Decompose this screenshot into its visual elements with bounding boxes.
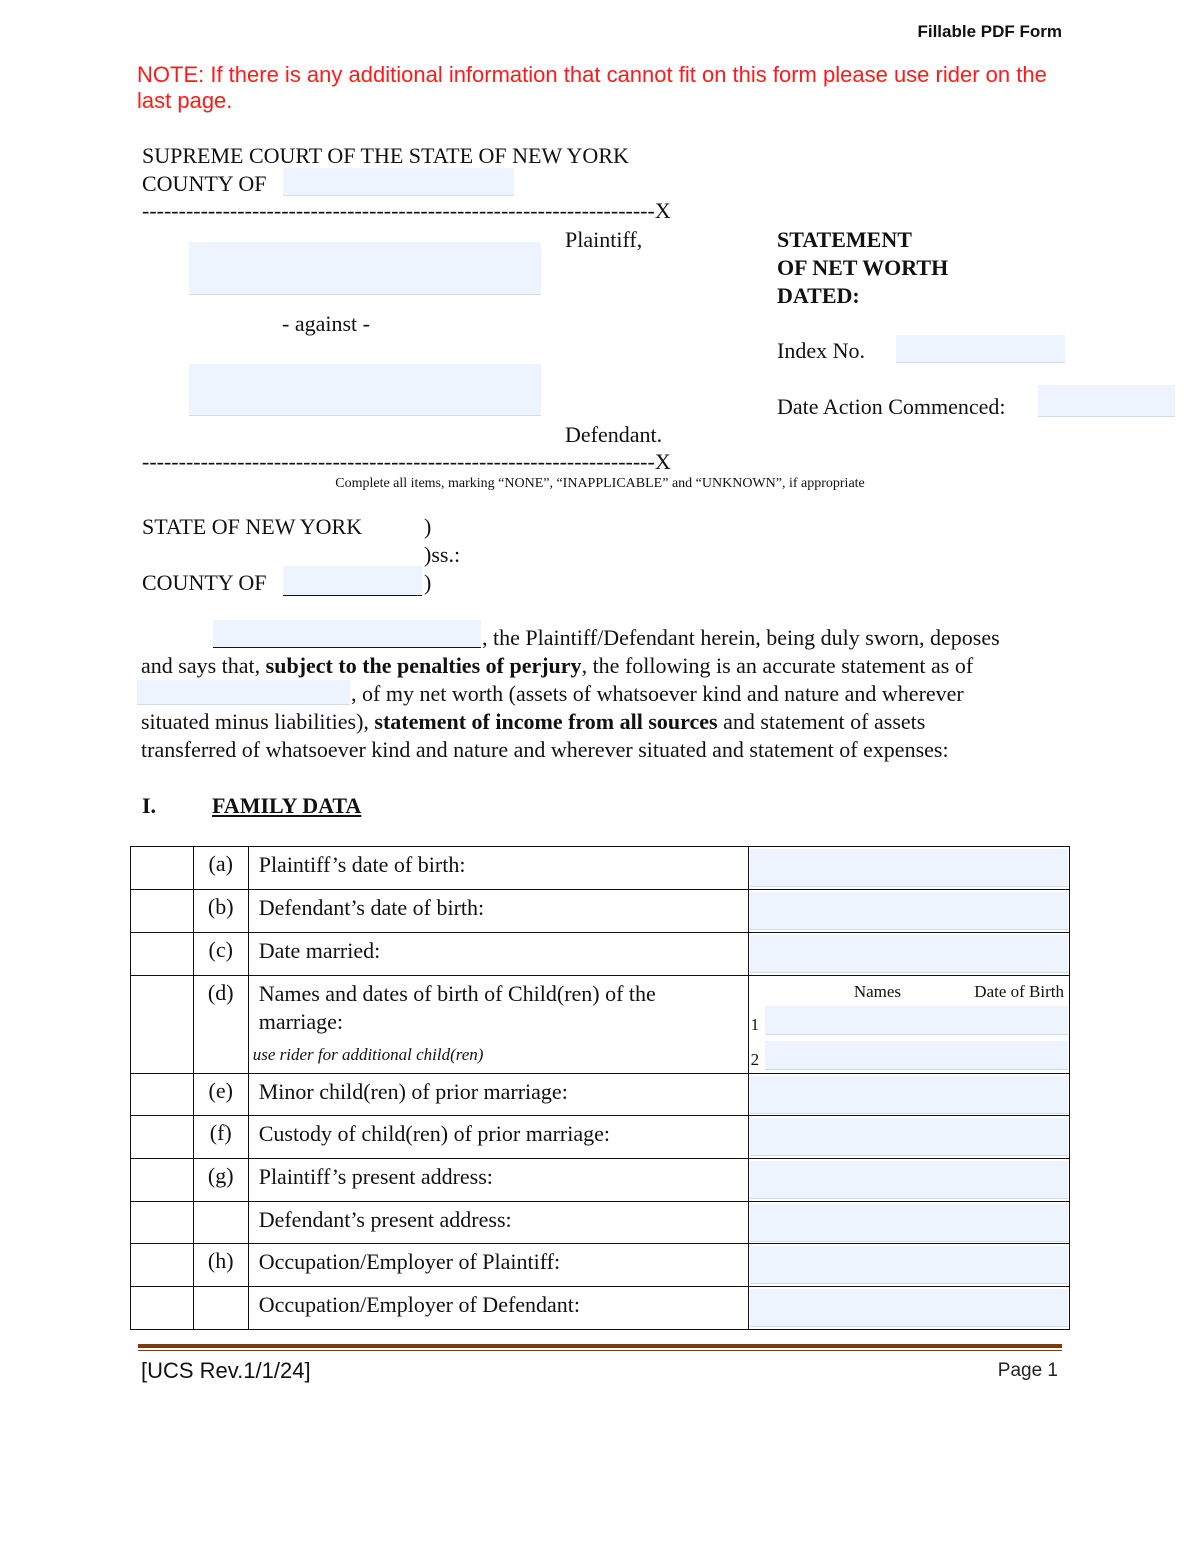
row-label: Defendant’s date of birth: bbox=[248, 890, 748, 933]
index-no-field[interactable] bbox=[896, 335, 1065, 363]
revision-label: [UCS Rev.1/1/24] bbox=[141, 1358, 311, 1383]
child-row-1 bbox=[751, 1004, 1068, 1035]
family-row-a bbox=[131, 847, 1070, 890]
venue-paren2: ) bbox=[424, 570, 432, 595]
title-line1: STATEMENT bbox=[777, 227, 912, 252]
date-action-field[interactable] bbox=[1038, 385, 1175, 417]
family-row-g bbox=[131, 1159, 1070, 1202]
defendant-label: Defendant. bbox=[565, 422, 663, 447]
row-label: Defendant’s present address: bbox=[248, 1202, 748, 1244]
plaintiff-name-field[interactable] bbox=[189, 242, 541, 295]
section-title: FAMILY DATA bbox=[212, 793, 362, 818]
family-row-h bbox=[131, 1244, 1070, 1287]
fillable-label: Fillable PDF Form bbox=[917, 22, 1062, 41]
child-1-field[interactable] bbox=[765, 1006, 1068, 1035]
row-label: Custody of child(ren) of prior marriage: bbox=[248, 1116, 748, 1159]
row-label: Occupation/Employer of Plaintiff: bbox=[248, 1244, 748, 1287]
oath-line4c: and statement of assets bbox=[717, 709, 926, 734]
row-label: Names and dates of birth of Child(ren) of the marriage: bbox=[258, 981, 656, 1034]
court-name: SUPREME COURT OF THE STATE OF NEW YORK bbox=[142, 143, 629, 168]
defendant-name-field[interactable] bbox=[189, 364, 541, 416]
family-row-e bbox=[131, 1074, 1070, 1116]
date-married-field[interactable] bbox=[750, 935, 1068, 973]
footer-rule-thick bbox=[138, 1344, 1062, 1348]
col-names: Names bbox=[853, 982, 902, 1001]
row-label: Date married: bbox=[248, 933, 748, 976]
oath-income: statement of income from all sources bbox=[374, 709, 718, 734]
row-letter: (b) bbox=[193, 890, 248, 933]
row-letter: (g) bbox=[193, 1159, 248, 1202]
row-letter bbox=[193, 1287, 248, 1330]
against-label: - against - bbox=[282, 311, 370, 336]
row-letter: (c) bbox=[193, 933, 248, 976]
oath-line4a: situated minus liabilities), bbox=[141, 709, 375, 734]
row-label: Plaintiff’s date of birth: bbox=[248, 847, 748, 890]
venue-ss: )ss.: bbox=[424, 542, 461, 567]
section-number: I. bbox=[142, 793, 157, 818]
oath-line2c: , the following is an accurate statement as of bbox=[581, 653, 974, 678]
divider-top: ----------------------------------------------------------------------X bbox=[142, 198, 671, 223]
venue-county-field[interactable] bbox=[283, 566, 422, 596]
statement-date-field[interactable] bbox=[137, 680, 350, 705]
oath-line1: , the Plaintiff/Defendant herein, being duly sworn, deposes bbox=[482, 625, 1000, 650]
county-label: COUNTY OF bbox=[142, 171, 267, 196]
defendant-address-field[interactable] bbox=[750, 1204, 1068, 1242]
row-letter: (d) bbox=[193, 976, 248, 1074]
family-row-f bbox=[131, 1116, 1070, 1159]
county-field[interactable] bbox=[283, 168, 514, 196]
defendant-dob-field[interactable] bbox=[750, 892, 1068, 930]
title-line2: OF NET WORTH bbox=[777, 255, 949, 280]
defendant-occupation-field[interactable] bbox=[750, 1289, 1068, 1327]
oath-line4 bbox=[141, 708, 925, 736]
col-dob: Date of Birth bbox=[974, 982, 1064, 1001]
child-2-field[interactable] bbox=[765, 1041, 1068, 1070]
family-data-table bbox=[130, 846, 1070, 1330]
row-label: Plaintiff’s present address: bbox=[248, 1159, 748, 1202]
divider-bottom: ----------------------------------------------------------------------X bbox=[142, 449, 671, 474]
page-number: Page 1 bbox=[997, 1360, 1058, 1381]
family-row-d bbox=[131, 976, 1070, 1074]
child-number: 2 bbox=[750, 1050, 760, 1069]
child-number: 1 bbox=[750, 1015, 760, 1034]
venue-county: COUNTY OF bbox=[142, 570, 267, 595]
index-no-label: Index No. bbox=[777, 338, 865, 363]
row-label: Occupation/Employer of Defendant: bbox=[248, 1287, 748, 1330]
row-letter: (f) bbox=[193, 1116, 248, 1159]
prior-marriage-children-field[interactable] bbox=[750, 1076, 1068, 1114]
family-row-c bbox=[131, 933, 1070, 976]
oath-line2 bbox=[141, 652, 973, 680]
venue-state: STATE OF NEW YORK bbox=[142, 514, 363, 539]
family-row-g2 bbox=[131, 1202, 1070, 1244]
prior-custody-field[interactable] bbox=[750, 1118, 1068, 1156]
row-label: Minor child(ren) of prior marriage: bbox=[248, 1074, 748, 1116]
plaintiff-label: Plaintiff, bbox=[565, 227, 643, 252]
row-letter: (h) bbox=[193, 1244, 248, 1287]
deponent-name-field[interactable] bbox=[213, 620, 481, 648]
child-row-2 bbox=[751, 1035, 1068, 1070]
venue-paren1: ) bbox=[424, 514, 432, 539]
oath-line5: transferred of whatsoever kind and nature and wherever situated and statement of expenses: bbox=[141, 737, 949, 762]
note-text: NOTE: If there is any additional information that cannot fit on this form please use rider on the last page. bbox=[137, 62, 1047, 113]
oath-line2a: and says that, bbox=[141, 653, 266, 678]
oath-penalties: subject to the penalties of perjury bbox=[265, 653, 582, 678]
instruction-text: Complete all items, marking “NONE”, “INAPPLICABLE” and “UNKNOWN”, if appropriate bbox=[335, 476, 865, 491]
children-header bbox=[751, 980, 1068, 1004]
row-letter bbox=[193, 1202, 248, 1244]
family-row-b bbox=[131, 890, 1070, 933]
plaintiff-address-field[interactable] bbox=[750, 1161, 1068, 1199]
plaintiff-dob-field[interactable] bbox=[750, 849, 1068, 887]
row-letter: (a) bbox=[193, 847, 248, 890]
title-line3: DATED: bbox=[777, 283, 860, 308]
footer-rule-thin bbox=[138, 1350, 1062, 1351]
row-letter: (e) bbox=[193, 1074, 248, 1116]
oath-line3: , of my net worth (assets of whatsoever kind and nature and wherever bbox=[351, 681, 964, 706]
date-action-label: Date Action Commenced: bbox=[777, 394, 1006, 419]
rider-note: use rider for additional child(ren) bbox=[252, 1045, 484, 1064]
family-row-h2 bbox=[131, 1287, 1070, 1330]
plaintiff-occupation-field[interactable] bbox=[750, 1246, 1068, 1284]
